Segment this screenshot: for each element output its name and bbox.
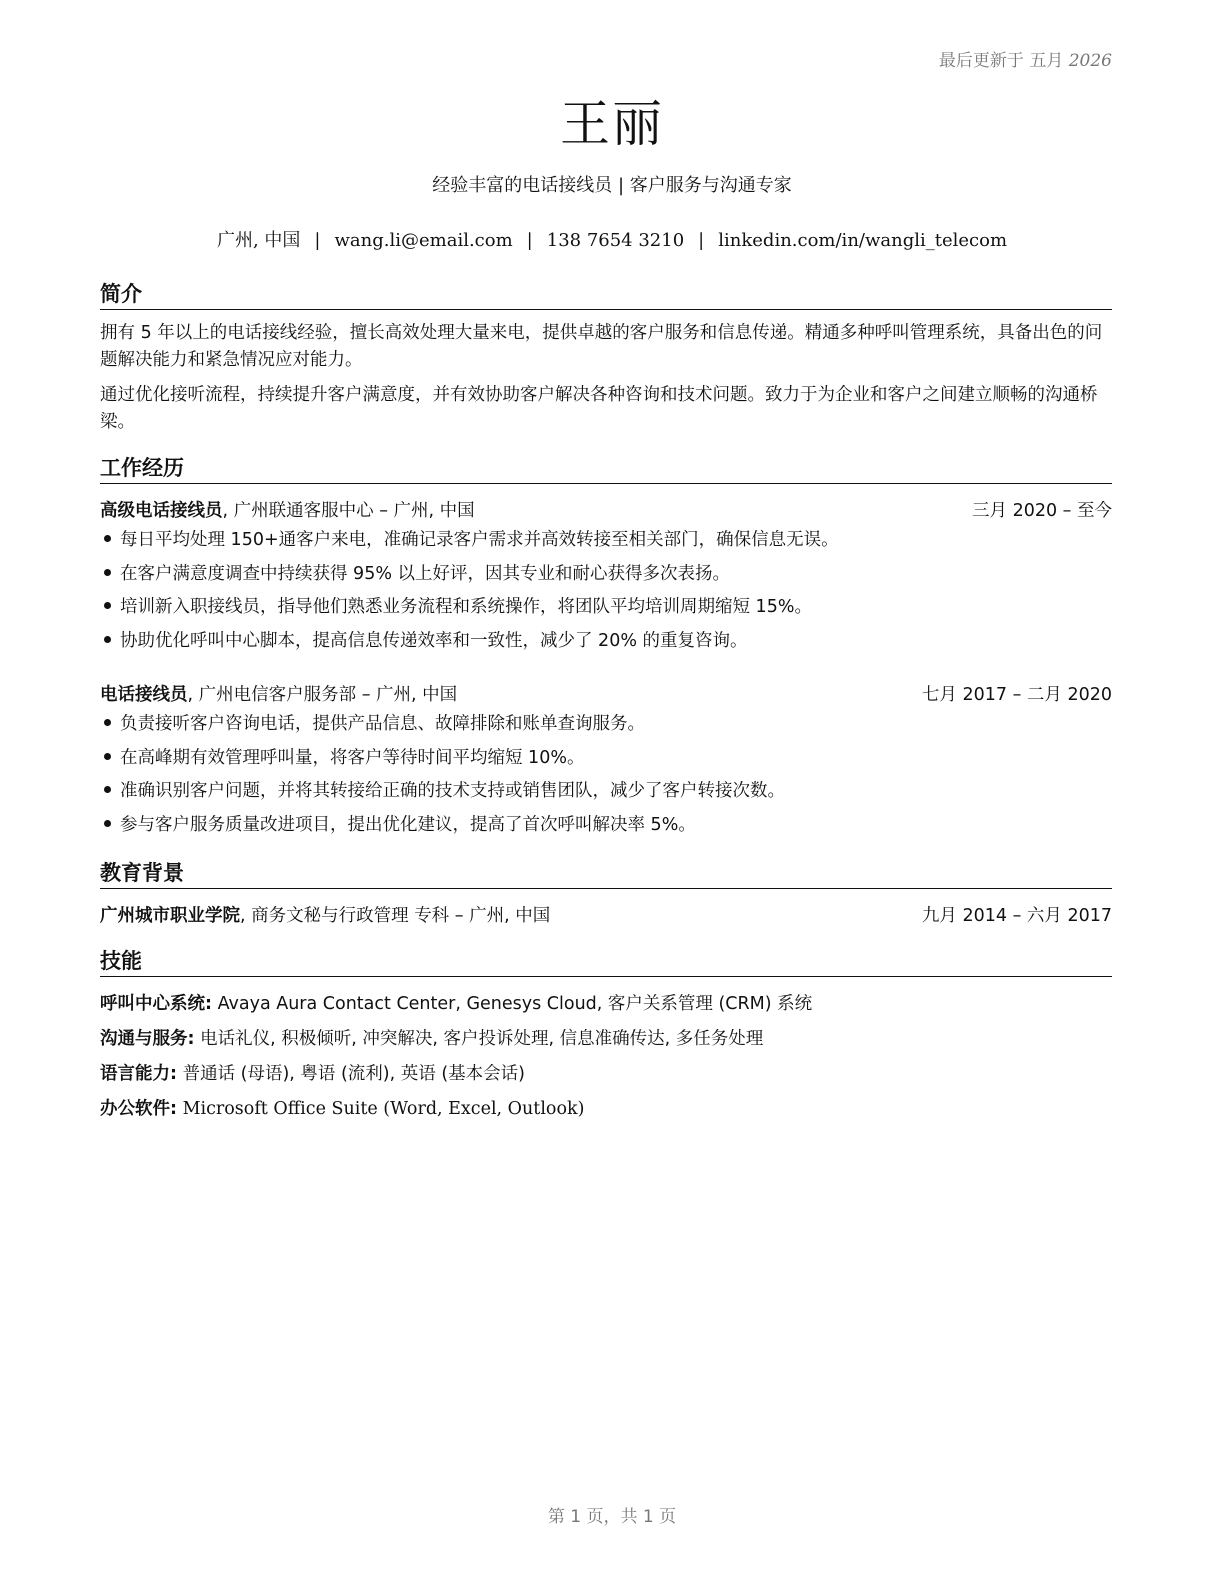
school-name: 广州城市职业学院 [100, 906, 240, 926]
skills-list [100, 990, 1112, 1130]
bullet-text: 参与客户服务质量改进项目，提出优化建议，提高了首次呼叫解决率 5%。 [120, 814, 696, 835]
headline: 经验丰富的电话接线员 | 客户服务与沟通专家 [432, 175, 792, 196]
bullet-text: 每日平均处理 150+通客户来电，准确记录客户需求并高效转接至相关部门，确保信息无误。 [120, 530, 839, 550]
bullet-icon [104, 786, 111, 793]
bullet-text: 准确识别客户问题，并将其转接给正确的技术支持或销售团队，减少了客户转接次数。 [120, 781, 785, 801]
skill-line [100, 1060, 1112, 1095]
contact-email[interactable]: wang.li@email.com [334, 230, 513, 251]
skill-value: 普通话 (母语), 粤语 (流利), 英语 (基本会话) [182, 1064, 525, 1084]
contact-separator: | [314, 230, 321, 251]
summary-paragraph: 通过优化接听流程，持续提升客户满意度，并有效协助客户解决各种咨询和技术问题。致力于为企业和客户之间建立顺畅的沟通桥梁。 [100, 385, 1098, 432]
list-item [100, 596, 1112, 630]
skill-value: Avaya Aura Contact Center, Genesys Cloud, 客户关系管理 (CRM) 系统 [217, 994, 813, 1014]
contact-location: 广州, 中国 [216, 230, 301, 251]
last-updated-label: 最后更新于 五月 [938, 51, 1064, 71]
bullet-text: 培训新入职接线员，指导他们熟悉业务流程和系统操作，将团队平均培训周期缩短 15%。 [120, 597, 812, 617]
bullet-icon [104, 753, 111, 760]
list-item [100, 780, 1112, 814]
job-bullets [100, 529, 1112, 663]
education-entry [100, 902, 1112, 927]
job-dates: 七月 2017 – 二月 2020 [921, 685, 1112, 705]
skill-value: Microsoft Office Suite (Word, Excel, Outlook) [182, 1099, 585, 1119]
bullet-text: 在客户满意度调查中持续获得 95% 以上好评，因其专业和耐心获得多次表扬。 [120, 563, 731, 584]
job-header [100, 497, 1112, 522]
contact-linkedin[interactable]: linkedin.com/in/wangli_telecom [718, 230, 1008, 251]
bullet-text: 负责接听客户咨询电话，提供产品信息、故障排除和账单查询服务。 [120, 714, 645, 734]
section-heading-education: 教育背景 [100, 857, 1112, 889]
last-updated-year: 2026 [1068, 51, 1112, 71]
bullet-icon [104, 535, 111, 542]
skill-label: 呼叫中心系统: [100, 994, 212, 1014]
contact-separator: | [698, 230, 705, 251]
bullet-icon [104, 636, 111, 643]
summary-paragraph: 拥有 5 年以上的电话接线经验，擅长高效处理大量来电，提供卓越的客户服务和信息传递。精通多种呼叫管理系统，具备出色的问题解决能力和紧急情况应对能力。 [100, 323, 1103, 370]
skill-line [100, 1095, 1112, 1130]
list-item [100, 814, 1112, 848]
contact-phone: 138 7654 3210 [546, 230, 685, 251]
contact-separator: | [526, 230, 533, 251]
job-dates: 三月 2020 – 至今 [972, 501, 1112, 521]
section-heading-experience: 工作经历 [100, 452, 1112, 484]
bullet-text: 在高峰期有效管理呼叫量，将客户等待时间平均缩短 10%。 [120, 747, 585, 768]
candidate-name: 王丽 [560, 95, 664, 153]
section-heading-summary: 简介 [100, 278, 1112, 310]
list-item [100, 630, 1112, 664]
page-footer: 第 1 页，共 1 页 [547, 1507, 677, 1527]
skill-line [100, 1025, 1112, 1060]
skill-label: 沟通与服务: [100, 1029, 195, 1049]
list-item [100, 747, 1112, 781]
job-organization: , 广州电信客户服务部 – 广州, 中国 [187, 685, 458, 705]
job-header [100, 681, 1112, 706]
job-organization: , 广州联通客服中心 – 广州, 中国 [222, 501, 475, 521]
list-item [100, 713, 1112, 747]
bullet-icon [104, 820, 111, 827]
bullet-icon [104, 569, 111, 576]
bullet-icon [104, 719, 111, 726]
job-title: 电话接线员 [100, 685, 188, 705]
bullet-icon [104, 602, 111, 609]
bullet-text: 协助优化呼叫中心脚本，提高信息传递效率和一致性，减少了 20% 的重复咨询。 [120, 630, 748, 651]
skill-label: 语言能力: [100, 1064, 177, 1084]
skill-line [100, 990, 1112, 1025]
section-heading-skills: 技能 [100, 945, 1112, 977]
job-title: 高级电话接线员 [100, 501, 223, 521]
education-dates: 九月 2014 – 六月 2017 [921, 906, 1112, 926]
skill-value: 电话礼仪, 积极倾听, 冲突解决, 客户投诉处理, 信息准确传达, 多任务处理 [200, 1029, 764, 1049]
list-item [100, 563, 1112, 597]
job-bullets [100, 713, 1112, 847]
list-item [100, 529, 1112, 563]
contact-line [0, 226, 1224, 252]
last-updated [939, 46, 1112, 71]
education-detail: , 商务文秘与行政管理 专科 – 广州, 中国 [240, 906, 551, 926]
skill-label: 办公软件: [100, 1099, 177, 1119]
